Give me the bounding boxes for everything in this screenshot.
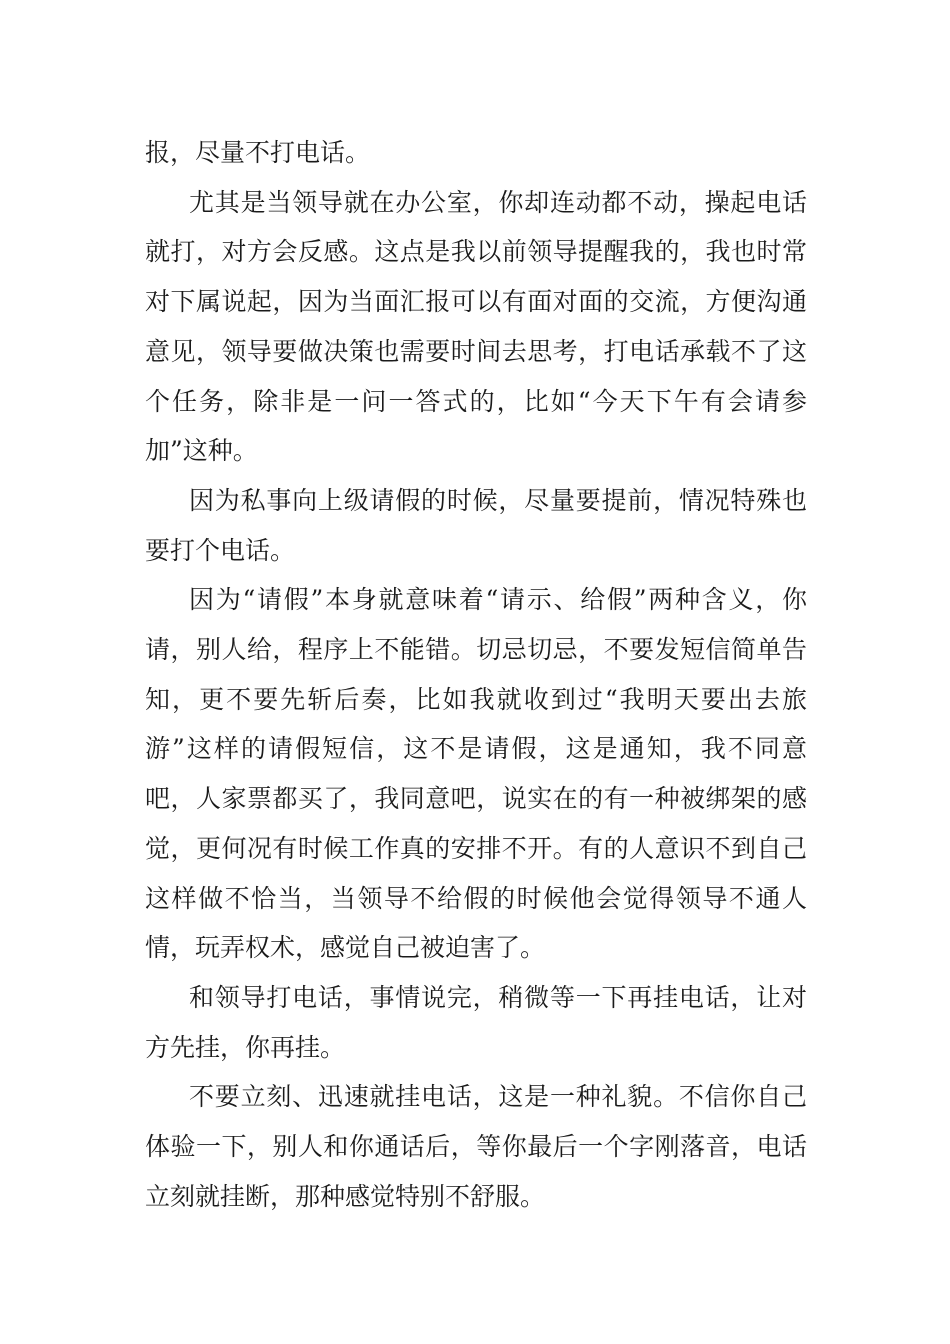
paragraph-1: 报，尽量不打电话。 [145, 138, 371, 167]
document-body [145, 128, 807, 1221]
paragraph-5: 和领导打电话，事情说完，稍微等一下再挂电话，让对方先挂，你再挂。 [145, 982, 807, 1062]
paragraph-6: 不要立刻、迅速就挂电话，这是一种礼貌。不信你自己体验一下，别人和你通话后，等你最后一个字刚落音，电话立刻就挂断，那种感觉特别不舒服。 [145, 1082, 807, 1211]
paragraph-2: 尤其是当领导就在办公室，你却连动都不动，操起电话就打，对方会反感。这点是我以前领导提醒我的，我也时常对下属说起，因为当面汇报可以有面对面的交流，方便沟通意见，领导要做决策也需要时间去思考，打电话承载不了这个任务，除非是一问一答式的，比如“今天下午有会请参加”这种。 [145, 187, 807, 466]
paragraph-4: 因为“请假”本身就意味着“请示、给假”两种含义，你请，别人给，程序上不能错。切忌切忌，不要发短信简单告知，更不要先斩后奏，比如我就收到过“我明天要出去旅游”这样的请假短信，这不是请假，这是通知，我不同意吧，人家票都买了，我同意吧，说实在的有一种被绑架的感觉，更何况有时候工作真的安排不开。有的人意识不到自己这样做不恰当，当领导不给假的时候他会觉得领导不通人情，玩弄权术，感觉自己被迫害了。 [145, 585, 807, 963]
paragraph-3: 因为私事向上级请假的时候，尽量要提前，情况特殊也要打个电话。 [145, 485, 807, 565]
